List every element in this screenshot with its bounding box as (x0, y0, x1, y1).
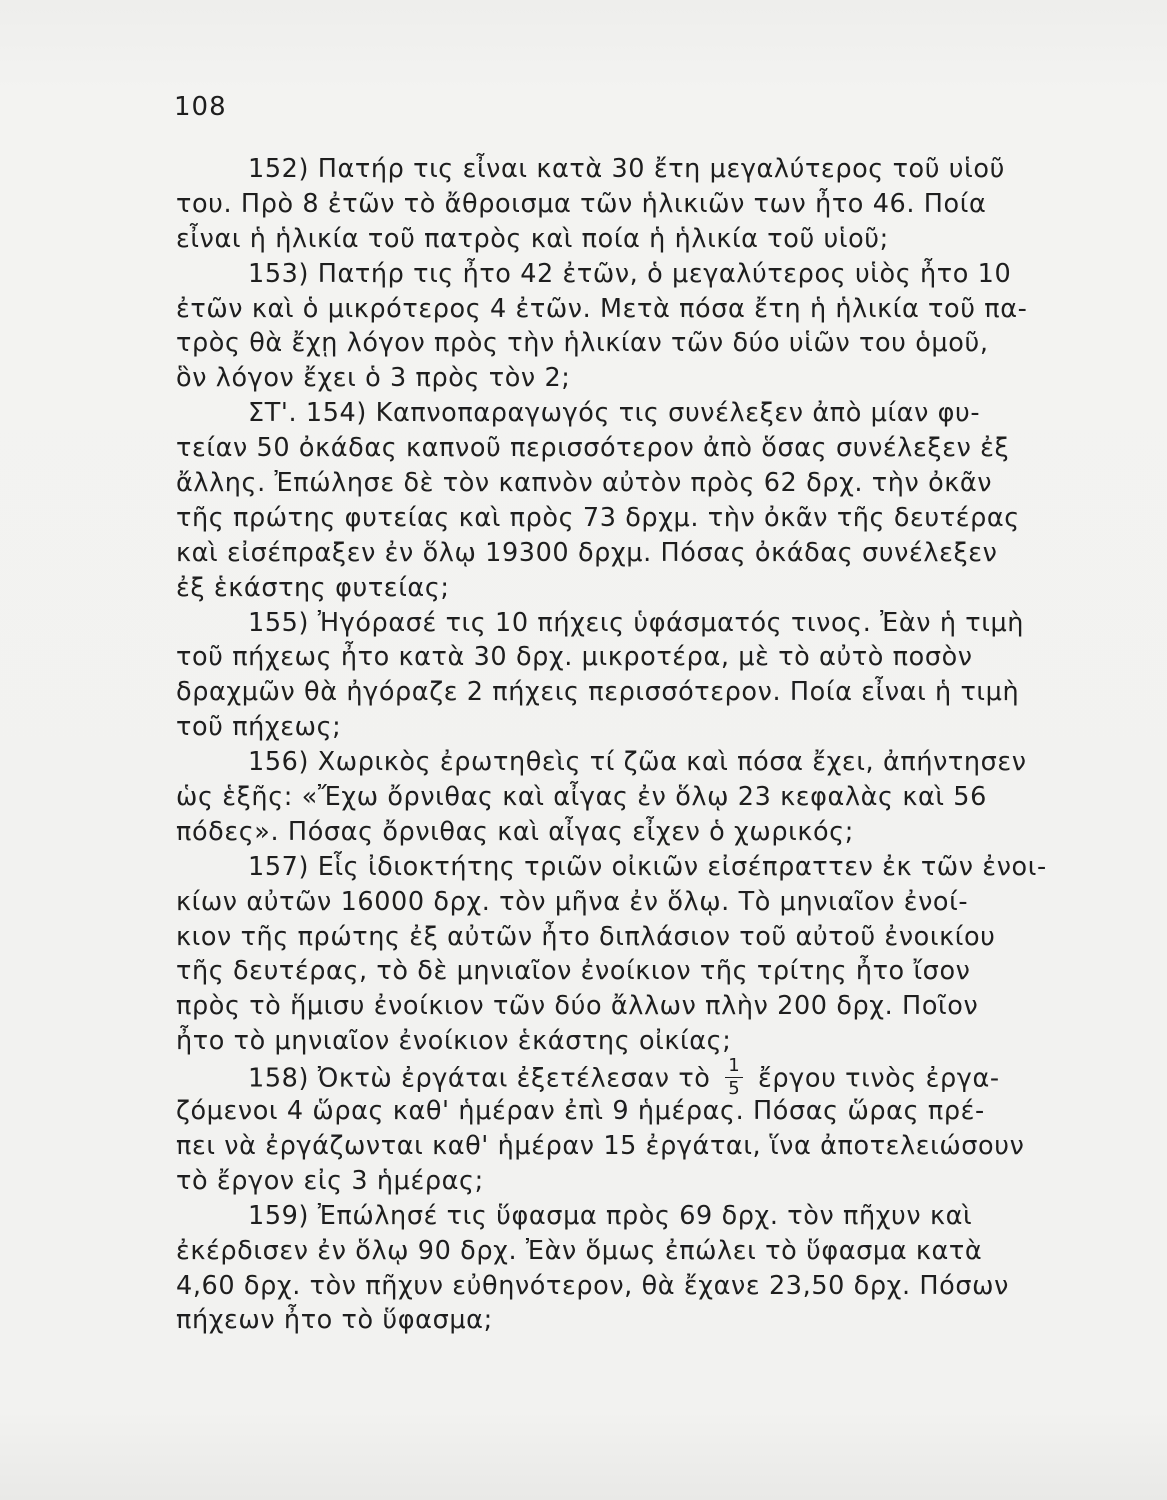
text-line: 156) Χωρικὸς ἐρωτηθεὶς τί ζῶα καὶ πόσα ἔχει, ἀπήντησεν (248, 747, 1027, 778)
text-line: ἄλλης. Ἐπώλησε δὲ τὸν καπνὸν αὐτὸν πρὸς 62 δρχ. τὴν ὀκᾶν (176, 468, 993, 499)
text-line: τείαν 50 ὀκάδας καπνοῦ περισσότερον ἀπὸ ὅσας συνέλεξεν ἐξ (176, 433, 1010, 464)
fraction-denominator: 5 (728, 1078, 741, 1100)
text-line: ὃν λόγον ἔχει ὁ 3 πρὸς τὸν 2; (176, 363, 571, 394)
text-line: του. Πρὸ 8 ἐτῶν τὸ ἄθροισμα τῶν ἡλικιῶν των ἦτο 46. Ποία (176, 188, 987, 219)
problem-154 (176, 396, 1156, 605)
problems-text (176, 152, 1156, 1338)
text-segment: 158) Ὀκτὼ ἐργάται ἐξετέλεσαν τὸ (248, 1063, 711, 1094)
text-segment: ἔργου τινὸς ἐργα- (758, 1063, 1000, 1094)
text-line: 159) Ἐπώλησέ τις ὕφασμα πρὸς 69 δρχ. τὸν πῆχυν καὶ (248, 1200, 973, 1231)
text-line: κίων αὐτῶν 16000 δρχ. τὸν μῆνα ἐν ὅλῳ. Τὸ μηνιαῖον ἐνοί- (176, 886, 969, 917)
text-line: τοῦ πήχεως; (176, 712, 342, 743)
page-number: 108 (174, 92, 227, 122)
text-line: πει νὰ ἐργάζωνται καθ' ἡμέραν 15 ἐργάται, ἵνα ἀποτελειώσουν (176, 1130, 1025, 1161)
problem-156 (176, 745, 1156, 850)
text-line: ζόμενοι 4 ὥρας καθ' ἡμέραν ἐπὶ 9 ἡμέρας. Πόσας ὥρας πρέ- (176, 1096, 985, 1127)
text-line: τῆς δευτέρας, τὸ δὲ μηνιαῖον ἐνοίκιον τῆς τρίτης ἦτο ἴσον (176, 956, 971, 987)
text-line (176, 1055, 1156, 1100)
text-line: τοῦ πήχεως ἦτο κατὰ 30 δρχ. μικροτέρα, μὲ τὸ αὐτὸ ποσὸν (176, 642, 973, 673)
text-line: τὸ ἔργον εἰς 3 ἡμέρας; (176, 1165, 484, 1196)
text-line: τρὸς θὰ ἔχῃ λόγον πρὸς τὴν ἡλικίαν τῶν δύο υἱῶν του ὁμοῦ, (176, 328, 989, 359)
text-line: 152) Πατήρ τις εἶναι κατὰ 30 ἔτη μεγαλύτερος τοῦ υἱοῦ (248, 154, 1005, 184)
text-line: 153) Πατήρ τις ἦτο 42 ἐτῶν, ὁ μεγαλύτερος υἱὸς ἦτο 10 (248, 258, 1012, 289)
text-line: 4,60 δρχ. τὸν πῆχυν εὐθηνότερον, θὰ ἔχανε 23,50 δρχ. Πόσων (176, 1270, 1009, 1301)
problem-159 (176, 1199, 1156, 1339)
fraction (725, 1057, 743, 1098)
text-line: καὶ εἰσέπραξεν ἐν ὅλῳ 19300 δρχμ. Πόσας ὀκάδας συνέλεξεν (176, 537, 998, 568)
text-line: πρὸς τὸ ἥμισυ ἐνοίκιον τῶν δύο ἄλλων πλὴν 200 δρχ. Ποῖον (176, 991, 979, 1022)
text-line: ἐτῶν καὶ ὁ μικρότερος 4 ἐτῶν. Μετὰ πόσα ἔτη ἡ ἡλικία τοῦ πα- (176, 293, 1028, 324)
text-line: ἐξ ἑκάστης φυτείας; (176, 572, 450, 603)
text-line: δραχμῶν θὰ ἠγόραζε 2 πήχεις περισσότερον. Ποία εἶναι ἡ τιμὴ (176, 677, 1020, 708)
text-line: 155) Ἠγόρασέ τις 10 πήχεις ὑφάσματός τινος. Ἐὰν ἡ τιμὴ (248, 607, 1025, 638)
problem-155 (176, 606, 1156, 746)
text-line: ΣΤ'. 154) Καπνοπαραγωγός τις συνέλεξεν ἀπὸ μίαν φυ- (248, 398, 981, 429)
text-line: ἦτο τὸ μηνιαῖον ἐνοίκιον ἑκάστης οἰκίας; (176, 1026, 732, 1057)
fraction-numerator: 1 (725, 1057, 743, 1078)
text-line: 157) Εἷς ἰδιοκτήτης τριῶν οἰκιῶν εἰσέπραττεν ἐκ τῶν ἐνοι- (248, 851, 1047, 882)
text-line: εἶναι ἡ ἡλικία τοῦ πατρὸς καὶ ποία ἡ ἡλικία τοῦ υἱοῦ; (176, 223, 889, 254)
problem-157 (176, 850, 1156, 1059)
text-line: ὡς ἑξῆς: «Ἔχω ὄρνιθας καὶ αἶγας ἐν ὅλῳ 23 κεφαλὰς καὶ 56 (176, 782, 987, 813)
problem-158 (176, 1055, 1156, 1199)
problem-153 (176, 257, 1156, 397)
problem-152 (176, 152, 1156, 257)
text-line: τῆς πρώτης φυτείας καὶ πρὸς 73 δρχμ. τὴν ὀκᾶν τῆς δευτέρας (176, 502, 1020, 533)
text-line: πήχεων ἦτο τὸ ὕφασμα; (176, 1305, 493, 1336)
text-line: κιον τῆς πρώτης ἐξ αὐτῶν ἦτο διπλάσιον τοῦ αὐτοῦ ἐνοικίου (176, 921, 996, 952)
text-line: πόδες». Πόσας ὄρνιθας καὶ αἶγας εἶχεν ὁ χωρικός; (176, 816, 854, 847)
text-line: ἐκέρδισεν ἐν ὅλῳ 90 δρχ. Ἐὰν ὅμως ἐπώλει τὸ ὕφασμα κατὰ (176, 1235, 983, 1266)
